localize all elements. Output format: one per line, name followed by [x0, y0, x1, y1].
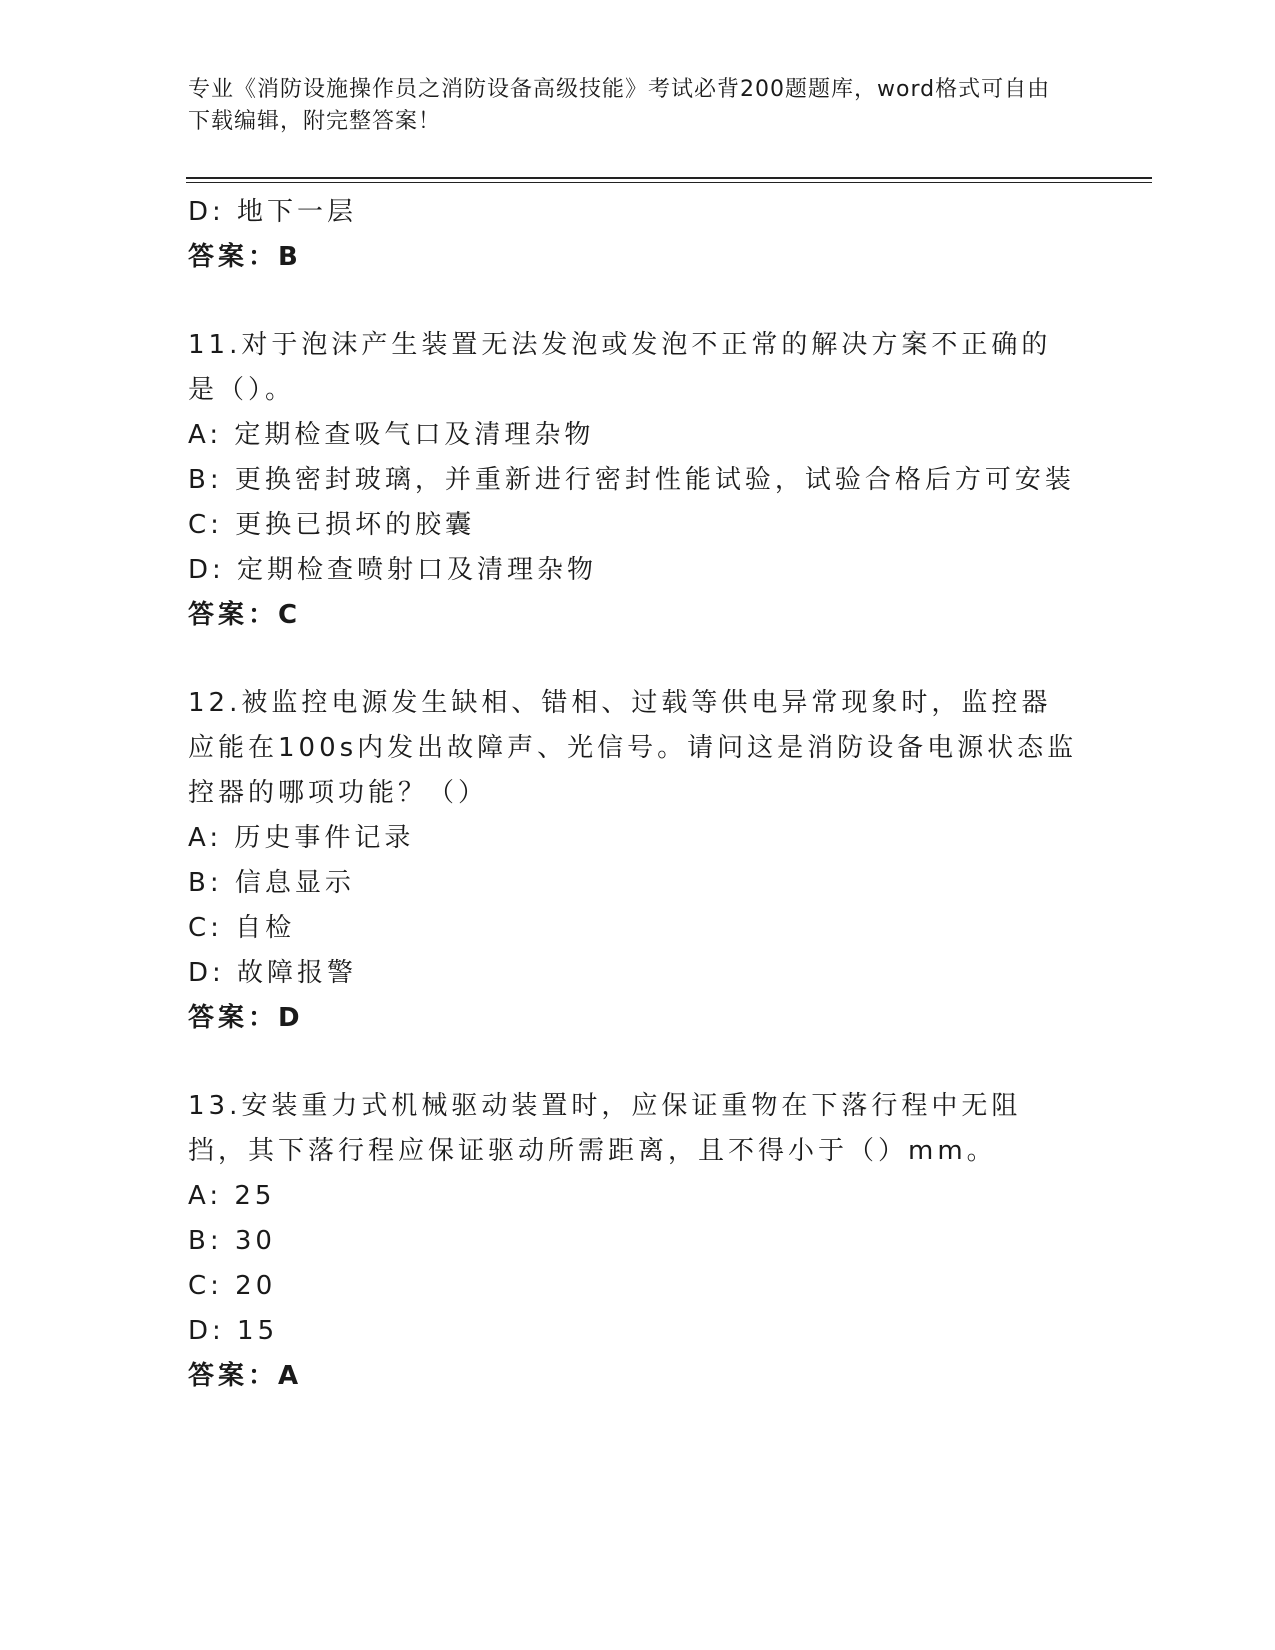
- answer: 答案：C: [188, 600, 302, 630]
- option-c: C: 20: [188, 1271, 277, 1301]
- option-b: B: 信息显示: [188, 868, 355, 898]
- question-text: 12.被监控电源发生缺相、错相、过载等供电异常现象时，监控器应能在100s内发出故障声、光信号。请问这是消防设备电源状态监控器的哪项功能？（）: [188, 688, 1078, 808]
- option-d: D: 15: [188, 1316, 279, 1346]
- document-header: 专业《消防设施操作员之消防设备高级技能》考试必背200题题库，word格式可自由下载编辑，附完整答案！: [188, 77, 1051, 134]
- question-11: [188, 323, 1078, 638]
- option-c: C: 更换已损坏的胶囊: [188, 510, 476, 540]
- prev-option-d: D: 地下一层: [188, 197, 358, 227]
- answer: 答案：D: [188, 1003, 304, 1033]
- option-a: A: 定期检查吸气口及清理杂物: [188, 420, 595, 450]
- prev-answer: 答案：B: [188, 242, 302, 272]
- option-d: D: 故障报警: [188, 958, 358, 988]
- answer: 答案：A: [188, 1361, 303, 1391]
- option-b: B: 30: [188, 1226, 276, 1256]
- option-b: B: 更换密封玻璃，并重新进行密封性能试验，试验合格后方可安装: [188, 465, 1075, 495]
- question-text: 11.对于泡沫产生装置无法发泡或发泡不正常的解决方案不正确的是（）。: [188, 330, 1052, 405]
- question-12: [188, 681, 1078, 1041]
- option-a: A: 25: [188, 1181, 276, 1211]
- header-rule-thick: [186, 177, 1152, 179]
- option-d: D: 定期检查喷射口及清理杂物: [188, 555, 598, 585]
- question-13: [188, 1084, 1078, 1399]
- option-c: C: 自检: [188, 913, 296, 943]
- question-text: 13.安装重力式机械驱动装置时，应保证重物在下落行程中无阻挡，其下落行程应保证驱动所需距离，且不得小于（）mm。: [188, 1091, 1022, 1166]
- question-list: [188, 190, 1078, 1399]
- header-rule-thin: [186, 182, 1152, 183]
- option-a: A: 历史事件记录: [188, 823, 415, 853]
